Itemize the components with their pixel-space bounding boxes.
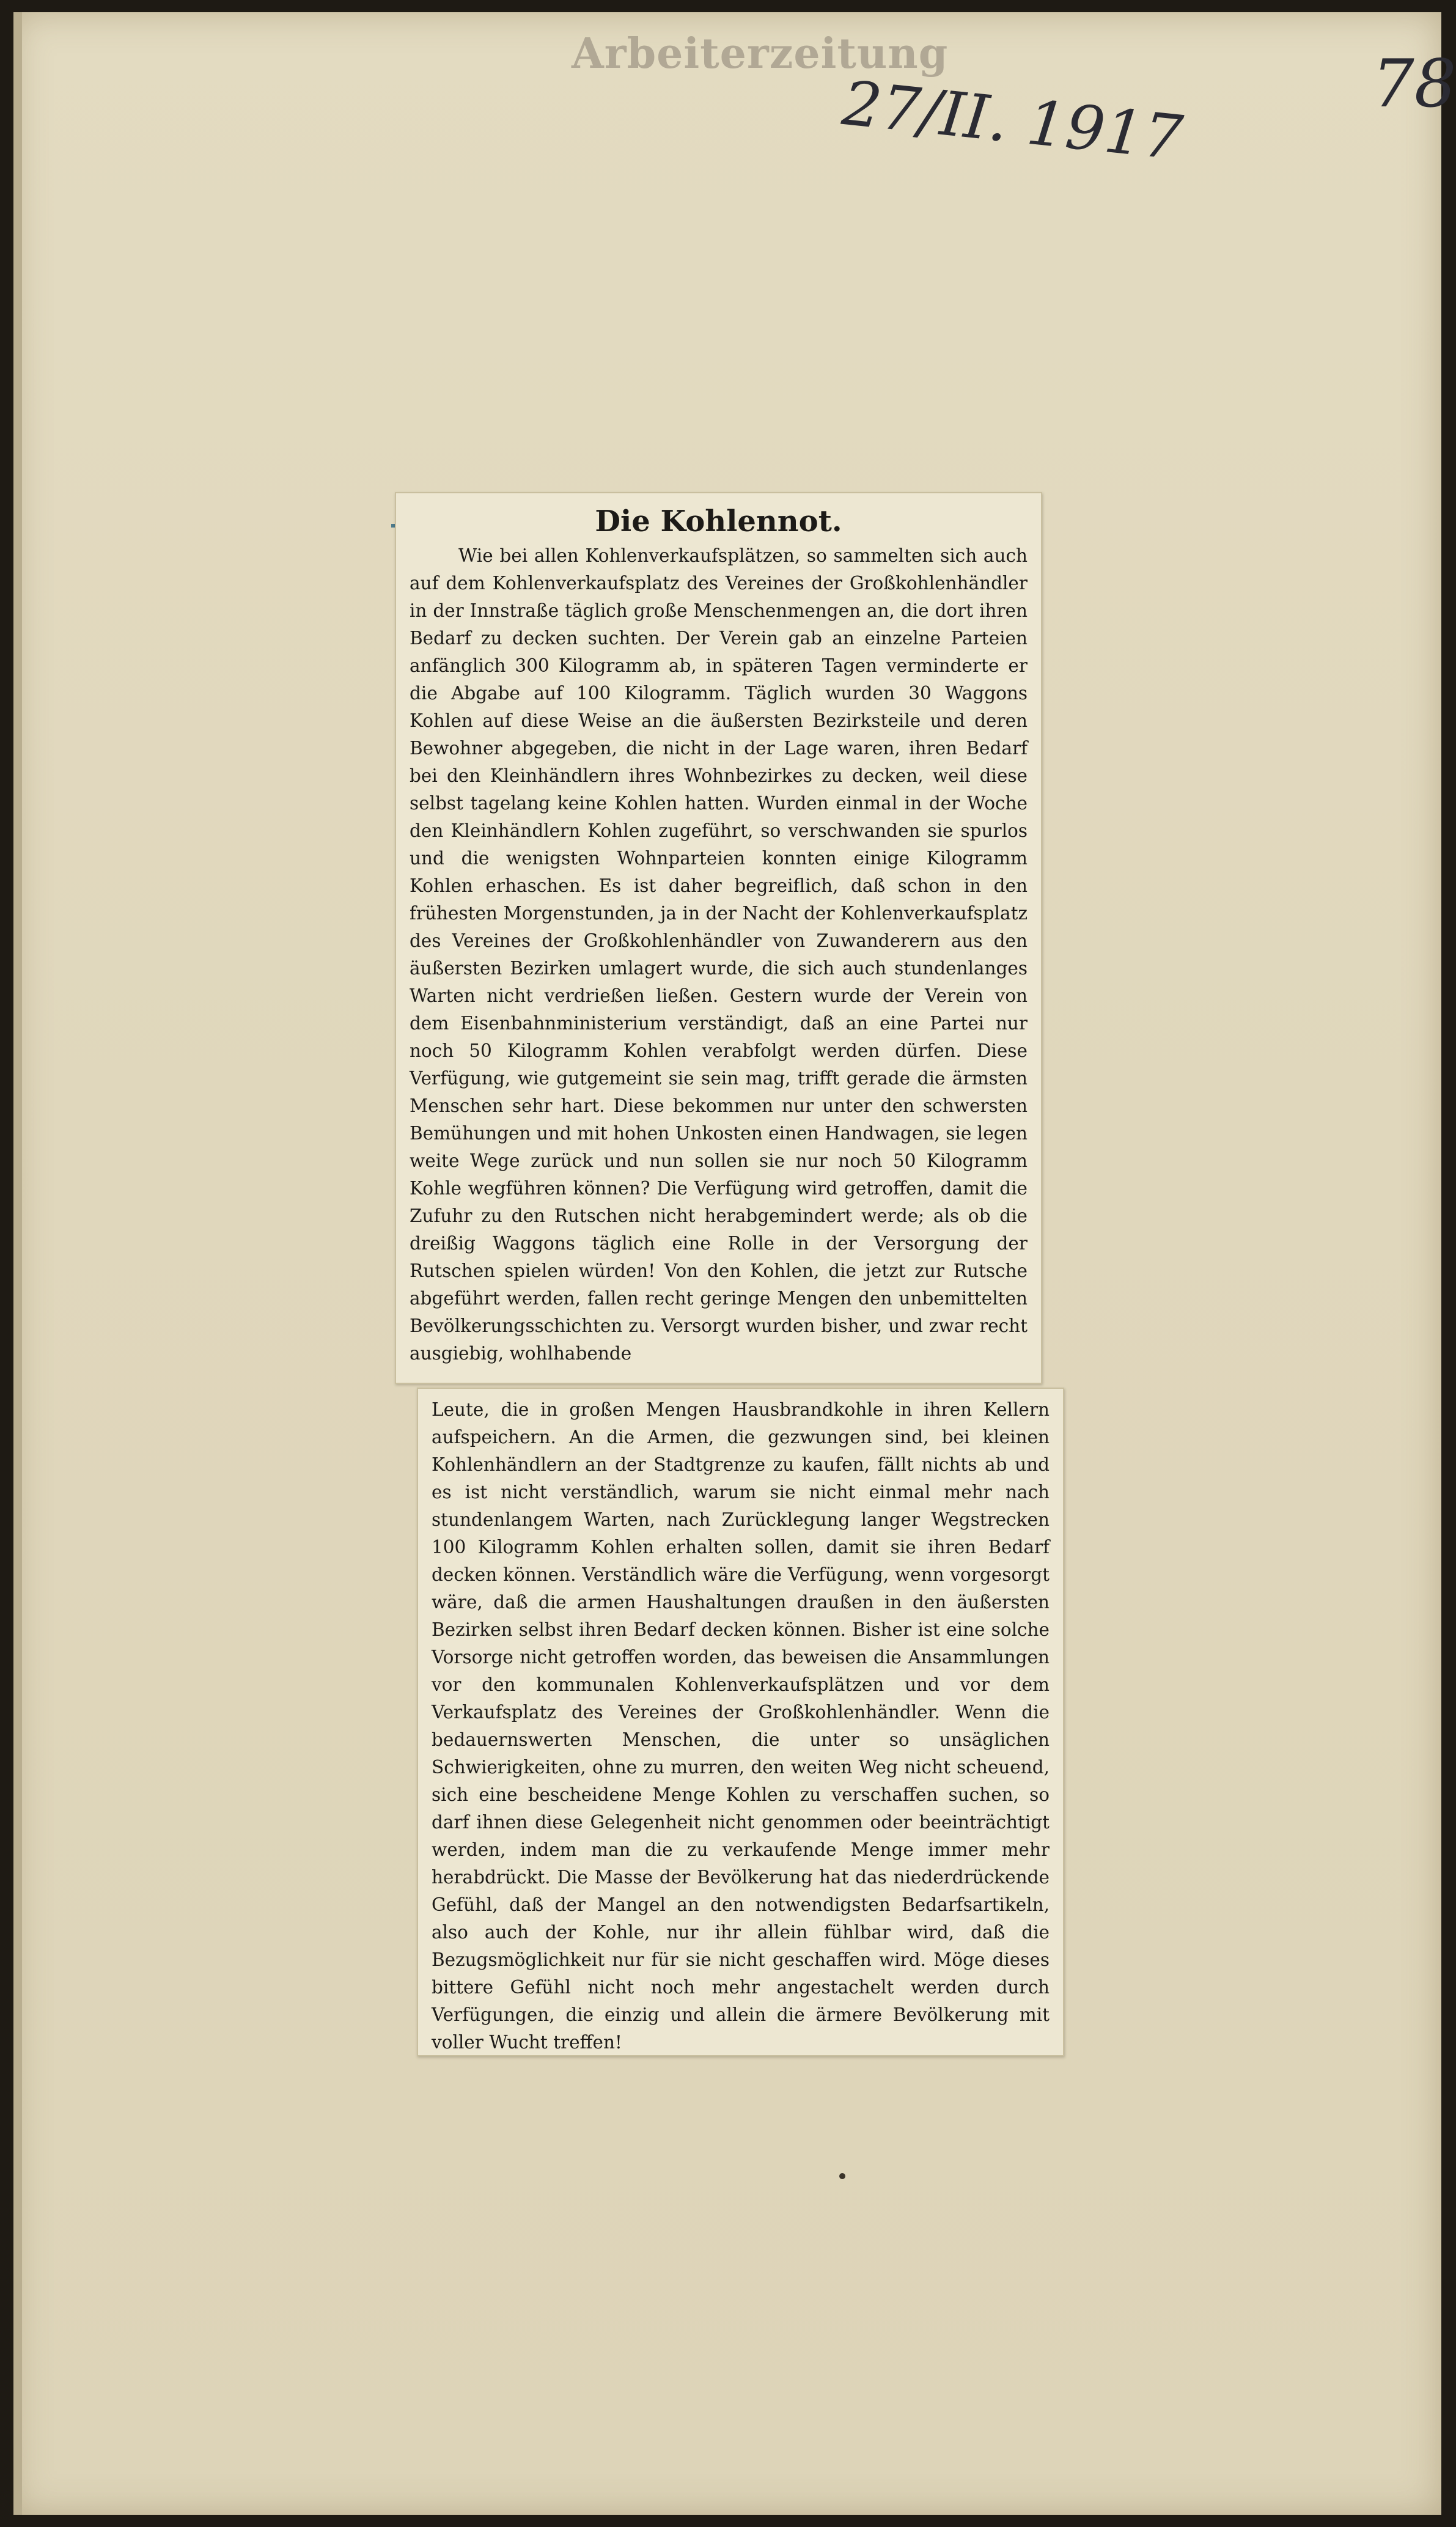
folio-number: 78 <box>1372 46 1456 122</box>
article-paragraph-top: Wie bei allen Kohlenverkaufsplätzen, so sammelten sich auch auf dem Kohlenverkaufsplatz des Vereines der Großkohlenhändler in der Innstraße täglich große Menschenmengen an, die dort ihren Bedarf zu decken suchten. Der Verein gab an einzelne Parteien anfänglich 300 Kilogramm ab, in späteren Tagen verminderte er die Abgabe auf 100 Kilogramm. Täglich wurden 30 Waggons Kohlen auf diese Weise an die äußersten Bezirksteile und deren Bewohner abgegeben, die nicht in der Lage waren, ihren Bedarf bei den Kleinhändlern ihres Wohnbezirkes zu decken, weil diese selbst tagelang keine Kohlen hatten. Wurden einmal in der Woche den Kleinhändlern Kohlen zugeführt, so verschwanden sie spurlos und die wenigsten Wohnparteien konnten einige Kilogramm Kohlen erhaschen. Es ist daher begreiflich, daß schon in den frühesten Morgenstunden, ja in der Nacht der Kohlenverkaufsplatz des Vereines der Großkohlenhändler von Zuwanderern aus den äußersten Bezirken umlagert wurde, die sich auch stundenlanges Warten nicht verdrießen ließen. Gestern wurde der Verein von dem Eisenbahnministerium verständigt, daß an eine Partei nur noch 50 Kilogramm Kohlen verabfolgt werden dürfen. Diese Verfügung, wie gutgemeint sie sein mag, trifft gerade die ärmsten Menschen sehr hart. Diese bekommen nur unter den schwersten Bemühungen und mit hohen Unkosten einen Handwagen, sie legen weite Wege zurück und nun sollen sie nur noch 50 Kilogramm Kohle wegführen können? Die Verfügung wird getroffen, damit die Zufuhr zu den Rutschen nicht herabgemindert werde; als ob die dreißig Waggons täglich eine Rolle in der Versorgung der Rutschen spielen würden! Von den Kohlen, die jetzt zur Rutsche abgeführt werden, fallen recht geringe Mengen den unbemittelten Bevölkerungsschichten zu. Versorgt wurden bisher, und zwar recht ausgiebig, wohlhabende <box>410 545 1028 1364</box>
article-title: Die Kohlennot. <box>595 504 842 539</box>
newspaper-clipping-top <box>395 492 1042 1384</box>
handwritten-date: 27/II. 1917 <box>839 67 1186 174</box>
ink-spot <box>839 2173 845 2179</box>
article-paragraph-bottom: Leute, die in großen Mengen Hausbrandkohle in ihren Kellern aufspeichern. An die Armen, die gezwungen sind, bei kleinen Kohlenhändlern an der Stadtgrenze zu kaufen, fällt nichts ab und es ist nicht verständlich, warum sie nicht einmal mehr nach stundenlangem Warten, nach Zurücklegung langer Wegstrecken 100 Kilogramm Kohlen erhalten sollen, damit sie ihren Bedarf decken können. Verständlich wäre die Verfügung, wenn vorgesorgt wäre, daß die armen Haushaltungen draußen in den äußersten Bezirken selbst ihren Bedarf decken können. Bisher ist eine solche Vorsorge nicht getroffen worden, das beweisen die Ansammlungen vor den kommunalen Kohlenverkaufsplätzen und vor dem Verkaufsplatz des Vereines der Großkohlenhändler. Wenn die bedauernswerten Menschen, die unter so unsäglichen Schwierigkeiten, ohne zu murren, den weiten Weg nicht scheuend, sich eine bescheidene Menge Kohlen zu verschaffen suchen, so darf ihnen diese Gelegenheit nicht genommen oder beeinträchtigt werden, indem man die zu verkaufende Menge immer mehr herabdrückt. Die Masse der Bevölkerung hat das niederdrückende Gefühl, daß der Mangel an den notwendigsten Bedarfsartikeln, also auch der Kohle, nur ihr allein fühlbar wird, daß die Bezugsmöglichkeit nur für sie nicht geschaffen wird. Möge dieses bittere Gefühl nicht noch mehr angestachelt werden durch Verfügungen, die einzig und allein die ärmere Bevölkerung mit voller Wucht treffen! <box>432 1399 1050 2053</box>
newspaper-clipping-bottom <box>417 1388 1064 2056</box>
sheet-binding-edge <box>13 12 22 2515</box>
newspaper-name-stamp: Arbeiterzeitung <box>572 29 949 78</box>
